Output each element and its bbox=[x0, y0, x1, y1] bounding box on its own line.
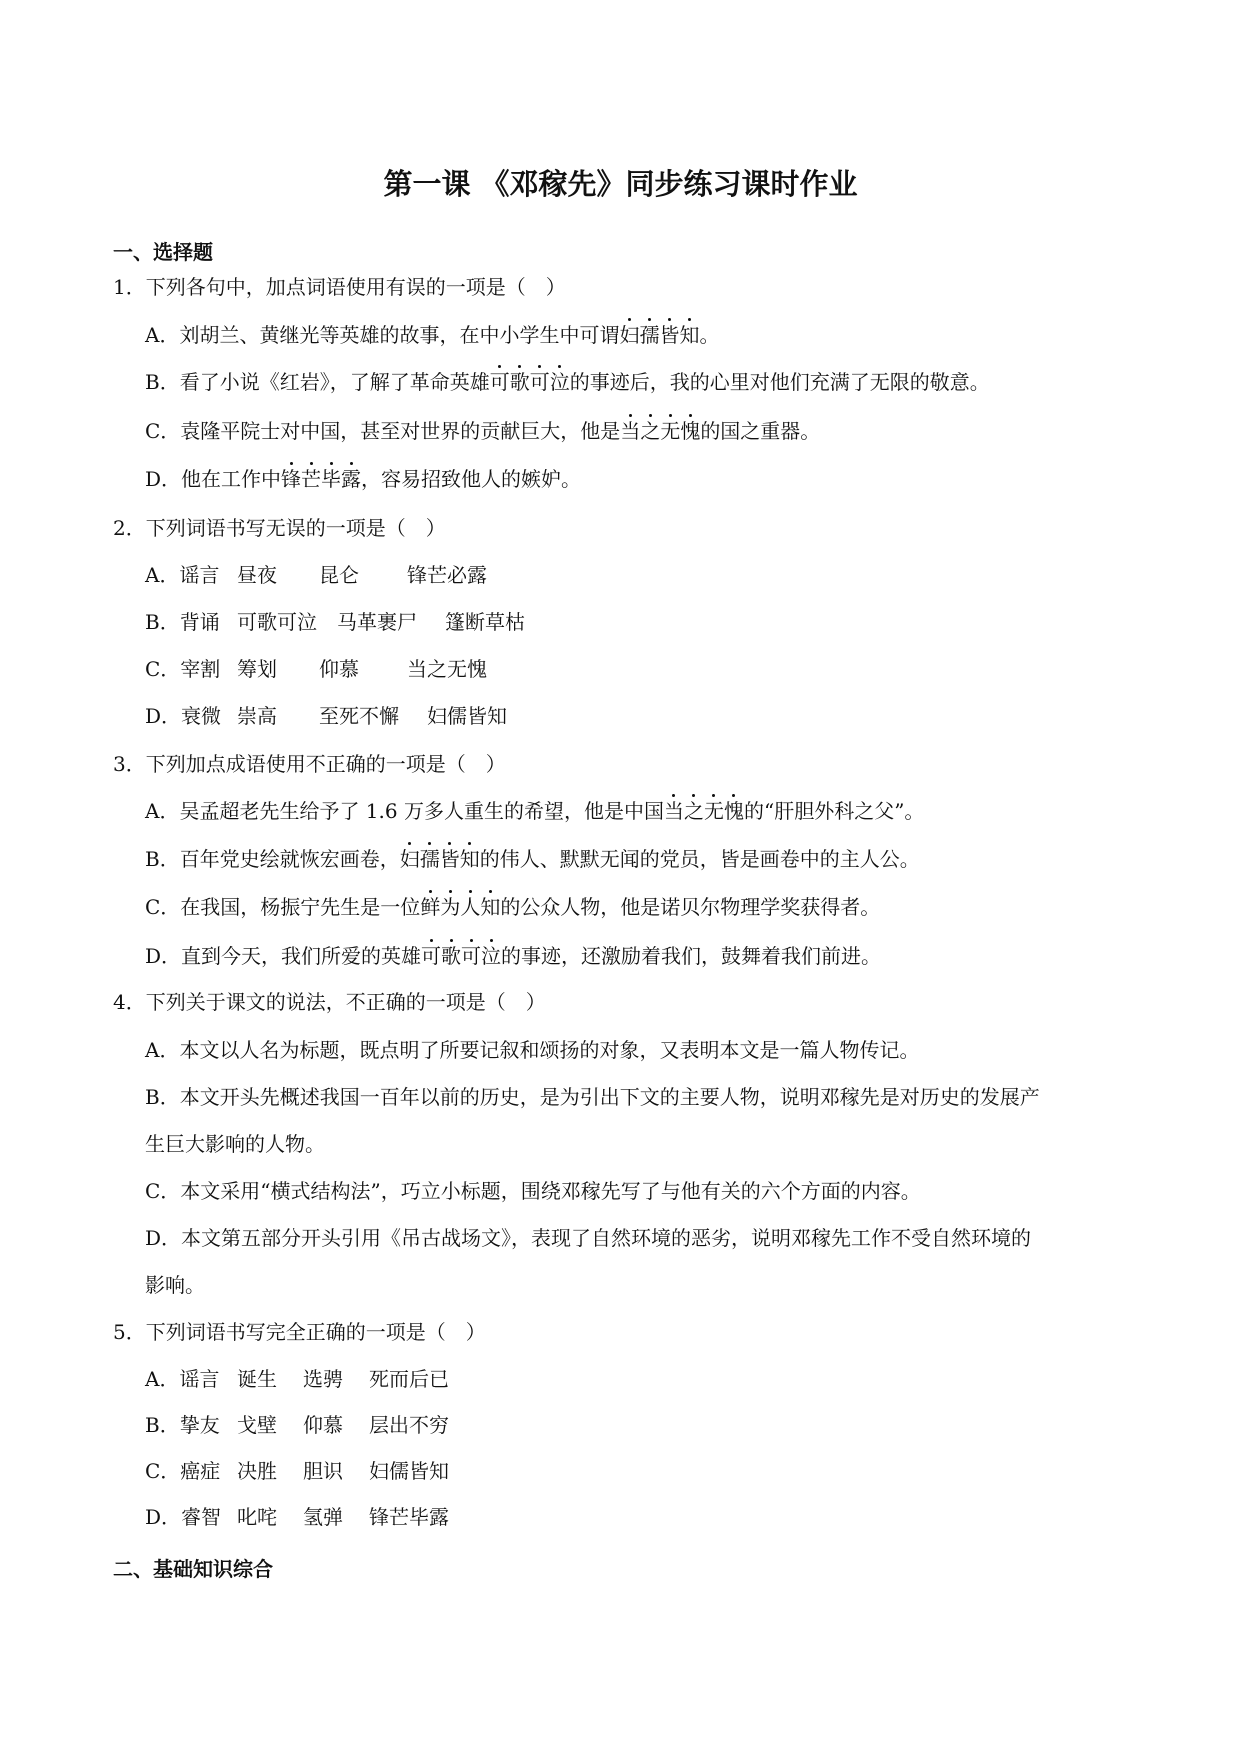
word: 马革裹尸 bbox=[337, 610, 417, 634]
word: 氢弹 bbox=[303, 1505, 343, 1529]
word: B．挚友 bbox=[145, 1413, 220, 1437]
question-3-stem: 3．下列加点成语使用不正确的一项是（ ） bbox=[113, 752, 506, 776]
question-5-option-c bbox=[145, 1461, 449, 1481]
question-5-stem: 5．下列词语书写完全正确的一项是（ ） bbox=[113, 1320, 486, 1344]
emphasis-char: 皆 bbox=[439, 847, 460, 871]
emphasis-char: 知 bbox=[459, 847, 480, 871]
word: 选骋 bbox=[303, 1367, 343, 1391]
emphasis-char: 毕 bbox=[321, 467, 342, 491]
question-4-option-a: A．本文以人名为标题，既点明了所要记叙和颂扬的对象，又表明本文是一篇人物传记。 bbox=[145, 1038, 920, 1062]
emphasis-char: 歌 bbox=[441, 944, 462, 968]
option-text: ，容易招致他人的嫉妒。 bbox=[361, 467, 582, 491]
emphasis-char: 皆 bbox=[659, 323, 680, 347]
word: D．衰微 bbox=[145, 704, 222, 728]
emphasis-char: 妇 bbox=[399, 847, 420, 871]
emphasis-char: 愧 bbox=[723, 799, 744, 823]
emphasis-char: 可 bbox=[489, 370, 510, 394]
question-4-option-d-continued: 影响。 bbox=[145, 1273, 205, 1297]
word: C．癌症 bbox=[145, 1459, 221, 1483]
option-text: 的“肝胆外科之父”。 bbox=[743, 799, 925, 823]
emphasis-char: 鲜 bbox=[420, 895, 441, 919]
emphasis-char: 为 bbox=[440, 895, 461, 919]
emphasis-char: 无 bbox=[703, 799, 724, 823]
word: 锋芒毕露 bbox=[369, 1505, 449, 1529]
word: A．谣言 bbox=[145, 563, 220, 587]
question-4-option-b-continued: 生巨大影响的人物。 bbox=[145, 1132, 325, 1156]
question-1-option-a bbox=[145, 325, 719, 345]
question-2-option-c bbox=[145, 659, 487, 679]
word: 仰慕 bbox=[303, 1413, 343, 1437]
question-4-option-d: D．本文第五部分开头引用《吊古战场文》，表现了自然环境的恶劣，说明邓稼先工作不受自然环境的 bbox=[145, 1226, 1032, 1250]
emphasis-char: 泣 bbox=[481, 944, 502, 968]
emphasis-char: 泣 bbox=[549, 370, 570, 394]
emphasis-char: 当 bbox=[620, 419, 641, 443]
question-3-option-d bbox=[145, 946, 881, 966]
question-2-stem: 2．下列词语书写无误的一项是（ ） bbox=[113, 516, 446, 540]
word: 妇儒皆知 bbox=[427, 704, 507, 728]
word: 篷断草枯 bbox=[445, 610, 525, 634]
emphasis-char: 之 bbox=[640, 419, 661, 443]
question-5-option-a bbox=[145, 1369, 449, 1389]
word: 昼夜 bbox=[237, 563, 277, 587]
option-text: B．看了小说《红岩》，了解了革命英雄 bbox=[145, 370, 490, 394]
option-text: 的国之重器。 bbox=[700, 419, 821, 443]
question-1-option-c bbox=[145, 421, 820, 441]
emphasis-char: 无 bbox=[660, 419, 681, 443]
emphasis-char: 锋 bbox=[281, 467, 302, 491]
question-4-option-b: B．本文开头先概述我国一百年以前的历史，是为引出下文的主要人物，说明邓稼先是对历史的发展产 bbox=[145, 1085, 1040, 1109]
emphasis-char: 人 bbox=[460, 895, 481, 919]
option-text: 的事迹后，我的心里对他们充满了无限的敬意。 bbox=[569, 370, 990, 394]
word: 崇高 bbox=[237, 704, 277, 728]
question-3-option-c bbox=[145, 897, 880, 917]
word: C．宰割 bbox=[145, 657, 221, 681]
word: A．谣言 bbox=[145, 1367, 220, 1391]
question-5-option-d bbox=[145, 1507, 449, 1527]
word: 锋芒必露 bbox=[407, 563, 487, 587]
option-text: 的伟人、默默无闻的党员，皆是画卷中的主人公。 bbox=[479, 847, 920, 871]
emphasis-char: 可 bbox=[461, 944, 482, 968]
question-2-option-b bbox=[145, 612, 525, 632]
word: 诞生 bbox=[237, 1367, 277, 1391]
option-text: 。 bbox=[699, 323, 720, 347]
word: 死而后已 bbox=[369, 1367, 449, 1391]
emphasis-char: 之 bbox=[683, 799, 704, 823]
question-3-option-a bbox=[145, 801, 924, 821]
word: 仰慕 bbox=[319, 657, 359, 681]
question-3-option-b bbox=[145, 849, 920, 869]
emphasis-char: 愧 bbox=[680, 419, 701, 443]
option-text: C．在我国，杨振宁先生是一位 bbox=[145, 895, 421, 919]
question-2-option-a bbox=[145, 565, 487, 585]
word: 可歌可泣 bbox=[237, 610, 317, 634]
emphasis-char: 知 bbox=[480, 895, 501, 919]
question-4-stem: 4．下列关于课文的说法，不正确的一项是（ ） bbox=[113, 990, 546, 1014]
word: 昆仑 bbox=[319, 563, 359, 587]
emphasis-char: 歌 bbox=[509, 370, 530, 394]
question-4-option-c: C．本文采用“横式结构法”，巧立小标题，围绕邓稼先写了与他有关的六个方面的内容。 bbox=[145, 1179, 921, 1203]
word: 胆识 bbox=[303, 1459, 343, 1483]
word: D．睿智 bbox=[145, 1505, 222, 1529]
question-2-option-d bbox=[145, 706, 507, 726]
word: 戈壁 bbox=[237, 1413, 277, 1437]
word: B．背诵 bbox=[145, 610, 220, 634]
word: 至死不懈 bbox=[319, 704, 399, 728]
emphasis-char: 当 bbox=[663, 799, 684, 823]
emphasis-char: 孺 bbox=[639, 323, 660, 347]
word: 当之无愧 bbox=[407, 657, 487, 681]
section-heading-choice: 一、选择题 bbox=[113, 240, 213, 264]
option-text: A．吴孟超老先生给予了 1.6 万多人重生的希望，他是中国 bbox=[145, 799, 664, 823]
emphasis-char: 妇 bbox=[619, 323, 640, 347]
word: 妇儒皆知 bbox=[369, 1459, 449, 1483]
emphasis-char: 可 bbox=[421, 944, 442, 968]
option-text: D．直到今天，我们所爱的英雄 bbox=[145, 944, 422, 968]
option-text: A．刘胡兰、黄继光等英雄的故事，在中小学生中可谓 bbox=[145, 323, 620, 347]
question-1-option-d bbox=[145, 469, 581, 489]
word: 叱咤 bbox=[237, 1505, 277, 1529]
question-1-option-b bbox=[145, 372, 990, 392]
emphasis-char: 芒 bbox=[301, 467, 322, 491]
option-text: C．袁隆平院士对中国，甚至对世界的贡献巨大，他是 bbox=[145, 419, 621, 443]
emphasis-char: 知 bbox=[679, 323, 700, 347]
question-5-option-b bbox=[145, 1415, 449, 1435]
emphasis-char: 露 bbox=[341, 467, 362, 491]
emphasis-char: 孺 bbox=[419, 847, 440, 871]
word: 筹划 bbox=[237, 657, 277, 681]
section-heading-basics: 二、基础知识综合 bbox=[113, 1557, 273, 1581]
emphasis-char: 可 bbox=[529, 370, 550, 394]
option-text: 的公众人物，他是诺贝尔物理学奖获得者。 bbox=[500, 895, 881, 919]
option-text: B．百年党史绘就恢宏画卷， bbox=[145, 847, 400, 871]
option-text: D．他在工作中 bbox=[145, 467, 282, 491]
word: 层出不穷 bbox=[369, 1413, 449, 1437]
option-text: 的事迹，还激励着我们，鼓舞着我们前进。 bbox=[501, 944, 882, 968]
page-title: 第一课 《邓稼先》同步练习课时作业 bbox=[383, 167, 858, 201]
question-1-stem: 1．下列各句中，加点词语使用有误的一项是（ ） bbox=[113, 275, 566, 299]
word: 决胜 bbox=[237, 1459, 277, 1483]
